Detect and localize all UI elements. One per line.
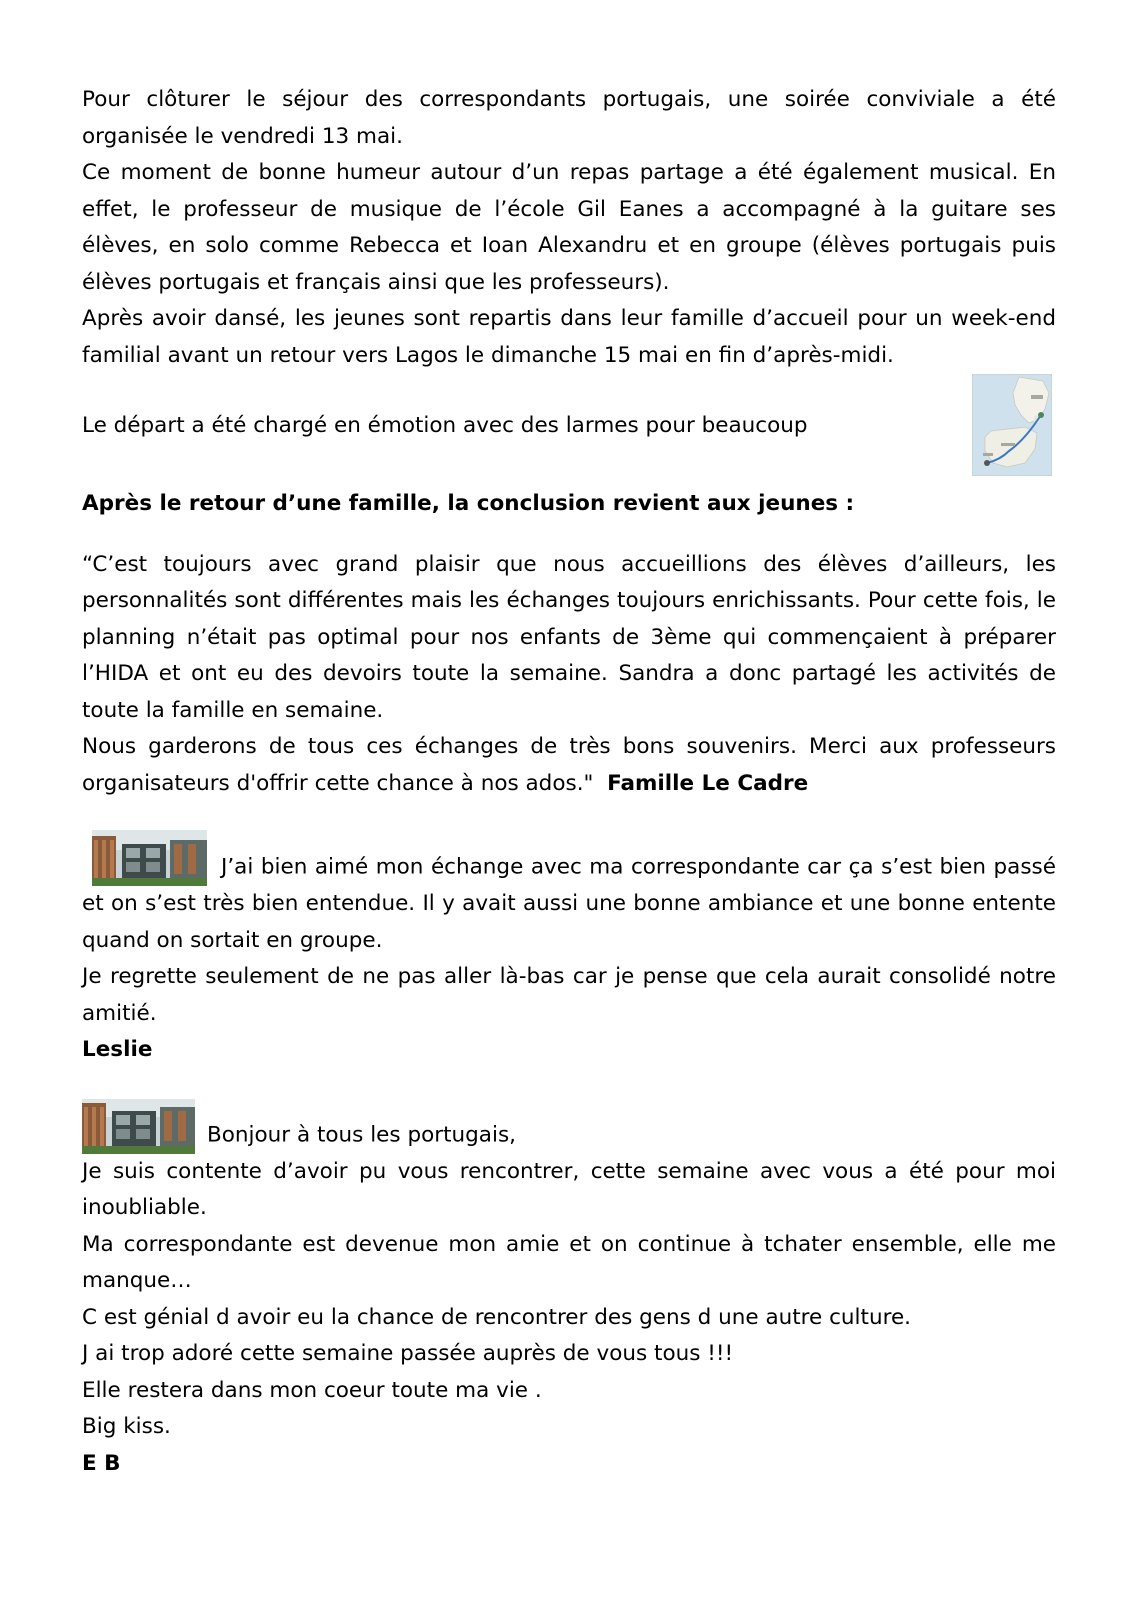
route-map-image: [972, 374, 1052, 476]
leslie-paragraph-1: [82, 830, 1056, 959]
conclusion-heading: Après le retour d’une famille, la conclusion revient aux jeunes :: [82, 491, 855, 516]
building-photo-2: [82, 1099, 195, 1154]
eb-greeting: Bonjour à tous les portugais,: [207, 1122, 516, 1147]
intro-paragraph-1: Pour clôturer le séjour des correspondants portugais, une soirée conviviale a été organisée le vendredi 13 mai.: [82, 87, 1056, 149]
eb-testimony: [82, 1099, 1056, 1483]
map-graphic: [973, 375, 1051, 475]
eb-greeting-line: [82, 1099, 1056, 1154]
eb-paragraph-3: C est génial d avoir eu la chance de rencontrer des gens d une autre culture.: [82, 1304, 912, 1330]
departure-text: Le départ a été chargé en émotion avec des larmes pour beaucoup: [82, 412, 808, 438]
document-page: [82, 82, 1056, 1482]
famille-signature: Famille Le Cadre: [607, 770, 809, 796]
intro-paragraph-2: Ce moment de bonne humeur autour d’un repas partage a été également musical. En effet, le professeur de musique de l’école Gil Eanes a accompagné à la guitare ses élèves, en solo comme Rebecca et Ioan Alexandru et en groupe (élèves portugais puis élèves portugais et français ainsi que les professeurs).: [82, 160, 1056, 295]
departure-row: [82, 392, 1056, 460]
famille-paragraph-1: “C’est toujours avec grand plaisir que nous accueillions des élèves d’ailleurs, les personnalités sont différentes mais les échanges toujours enrichissants. Pour cette fois, le planning n’était pas optimal pour nos enfants de 3ème qui commençaient à préparer l’HIDA et ont eu des devoirs toute la semaine. Sandra a donc partagé les activités de toute la famille en semaine.: [82, 551, 1056, 723]
intro-paragraph-3: Après avoir dansé, les jeunes sont repartis dans leur famille d’accueil pour un week-end familial avant un retour vers Lagos le dimanche 15 mai en fin d’après-midi.: [82, 306, 1056, 368]
leslie-testimony: [82, 830, 1056, 1069]
eb-paragraph-4: J ai trop adoré cette semaine passée auprès de vous tous !!!: [82, 1341, 734, 1366]
eb-paragraph-2: Ma correspondante est devenue mon amie et on continue à tchater ensemble, elle me manque…: [82, 1231, 1056, 1293]
eb-paragraph-6: Big kiss.: [82, 1414, 171, 1439]
famille-paragraph-2: [82, 729, 1056, 802]
leslie-signature: Leslie: [82, 1037, 153, 1062]
eb-paragraph-5: Elle restera dans mon coeur toute ma vie .: [82, 1377, 542, 1403]
eb-paragraph-1: Je suis contente d’avoir pu vous rencontrer, cette semaine avec vous a été pour moi inoubliable.: [82, 1158, 1056, 1220]
leslie-paragraph-2: Je regrette seulement de ne pas aller là-bas car je pense que cela aurait consolidé notre amitié.: [82, 964, 1056, 1026]
leslie-paragraph-1-text: J’ai bien aimé mon échange avec ma correspondante car ça s’est bien passé et on s’est très bien entendue. Il y avait aussi une bonne ambiance et une bonne entente quand on sortait en groupe.: [82, 854, 1056, 953]
building-photo-2-graphic: [82, 1099, 195, 1154]
famille-paragraph-2-text: Nous garderons de tous ces échanges de très bons souvenirs. Merci aux professeurs organisateurs d'offrir cette chance à nos ados.": [82, 734, 1056, 796]
eb-signature: E B: [82, 1450, 121, 1476]
building-photo-graphic: [92, 830, 207, 886]
building-photo: [92, 830, 207, 886]
